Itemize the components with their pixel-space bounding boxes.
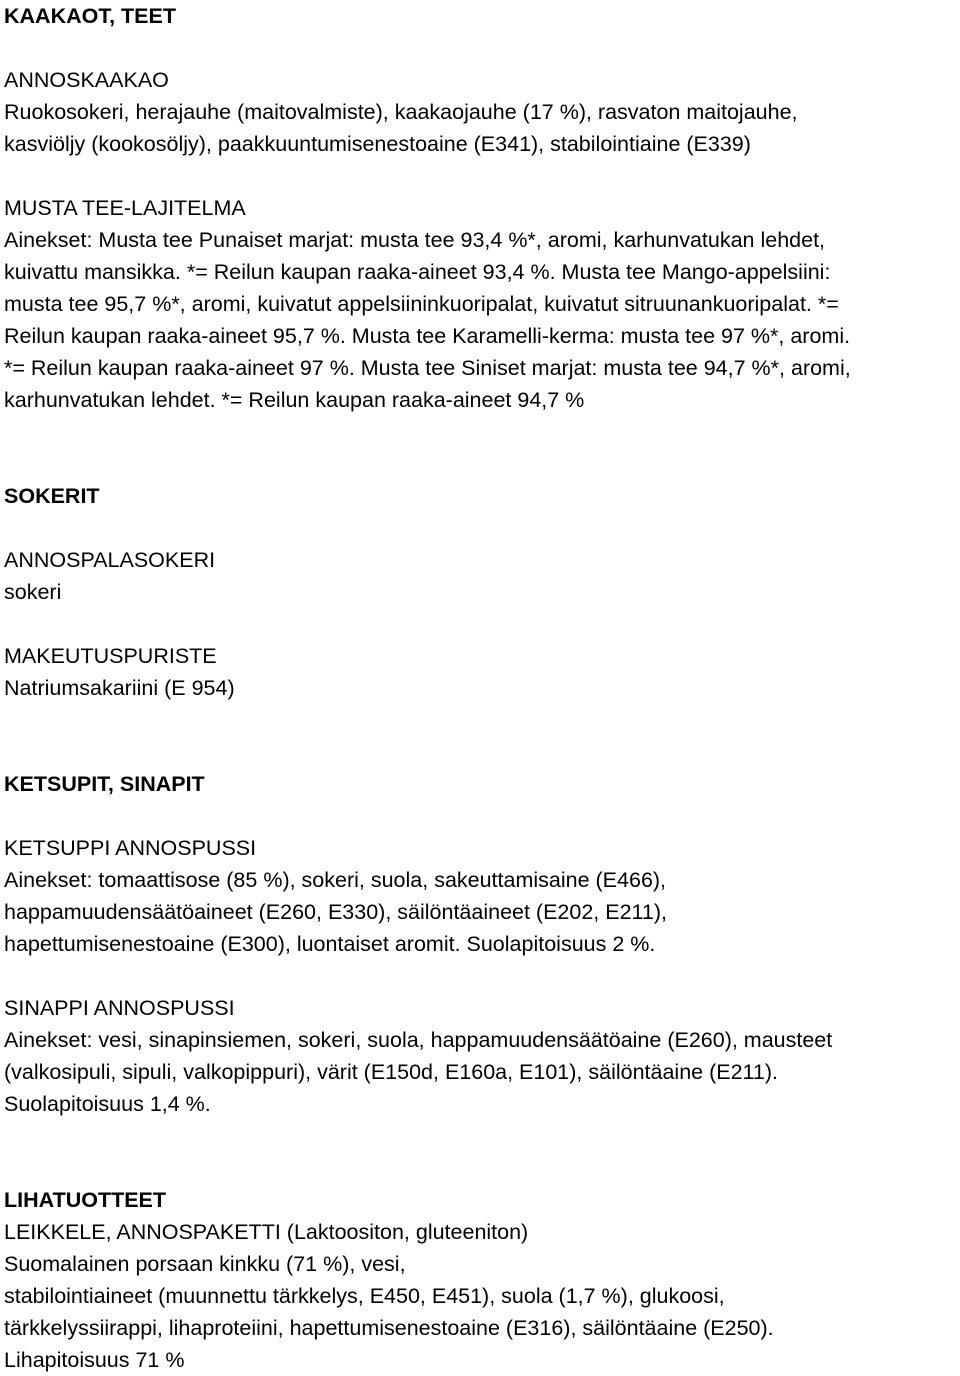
product-ketsuppi-annospussi <box>4 832 959 960</box>
section-kaakaot-teet <box>4 0 959 416</box>
product-text-line: happamuudensäätöaineet (E260, E330), säilöntäaineet (E202, E211), <box>4 900 667 924</box>
product-text-line: Ruokosokeri, herajauhe (maitovalmiste), kaakaojauhe (17 %), rasvaton maitojauhe, <box>4 100 798 124</box>
section-title: KETSUPIT, SINAPIT <box>4 772 205 796</box>
product-annoskaakao <box>4 64 959 160</box>
product-text-line: (valkosipuli, sipuli, valkopippuri), värit (E150d, E160a, E101), säilöntäaine (E211). <box>4 1060 779 1084</box>
product-makeutuspuriste <box>4 640 959 704</box>
product-text-line: Suolapitoisuus 1,4 %. <box>4 1092 211 1116</box>
product-musta-tee-lajitelma <box>4 192 959 416</box>
product-text-line: Suomalainen porsaan kinkku (71 %), vesi, <box>4 1252 406 1276</box>
product-text-line: kasviöljy (kookosöljy), paakkuuntumisenestoaine (E341), stabilointiaine (E339) <box>4 132 751 156</box>
product-annospalasokeri <box>4 544 959 608</box>
product-text-line: Ainekset: vesi, sinapinsiemen, sokeri, suola, happamuudensäätöaine (E260), mausteet <box>4 1028 833 1052</box>
product-text-line: stabilointiaineet (muunnettu tärkkelys, E450, E451), suola (1,7 %), glukoosi, <box>4 1284 725 1308</box>
document-page <box>4 0 959 1376</box>
product-text-line: *= Reilun kaupan raaka-aineet 97 %. Musta tee Siniset marjat: musta tee 94,7 %*, aromi, <box>4 356 851 380</box>
product-text-line: kuivattu mansikka. *= Reilun kaupan raaka-aineet 93,4 %. Musta tee Mango-appelsiini: <box>4 260 831 284</box>
product-text-line: tärkkelyssiirappi, lihaproteiini, hapettumisenestoaine (E316), säilöntäaine (E250). <box>4 1316 774 1340</box>
section-lihatuotteet <box>4 1184 959 1376</box>
section-ketsupit-sinapit <box>4 768 959 1120</box>
product-sinappi-annospussi <box>4 992 959 1120</box>
product-text-line: sokeri <box>4 580 62 604</box>
section-title: LIHATUOTTEET <box>4 1188 167 1212</box>
section-title: KAAKAOT, TEET <box>4 4 176 28</box>
product-text-line: Lihapitoisuus 71 % <box>4 1348 185 1372</box>
product-name: MUSTA TEE-LAJITELMA <box>4 196 246 220</box>
product-text-line: Natriumsakariini (E 954) <box>4 676 235 700</box>
product-name: ANNOSPALASOKERI <box>4 548 216 572</box>
product-text-line: karhunvatukan lehdet. *= Reilun kaupan raaka-aineet 94,7 % <box>4 388 585 412</box>
product-name: MAKEUTUSPURISTE <box>4 644 217 668</box>
product-name: SINAPPI ANNOSPUSSI <box>4 996 235 1020</box>
product-text-line: Reilun kaupan raaka-aineet 95,7 %. Musta tee Karamelli-kerma: musta tee 97 %*, aromi. <box>4 324 851 348</box>
section-title: SOKERIT <box>4 484 100 508</box>
product-text-line: Ainekset: tomaattisose (85 %), sokeri, suola, sakeuttamisaine (E466), <box>4 868 667 892</box>
product-text-line: Ainekset: Musta tee Punaiset marjat: musta tee 93,4 %*, aromi, karhunvatukan lehdet, <box>4 228 826 252</box>
product-name: ANNOSKAAKAO <box>4 68 169 92</box>
product-text-line: hapettumisenestoaine (E300), luontaiset aromit. Suolapitoisuus 2 %. <box>4 932 656 956</box>
product-leikkele-annospaketti <box>4 1216 959 1376</box>
product-name: KETSUPPI ANNOSPUSSI <box>4 836 257 860</box>
product-name: LEIKKELE, ANNOSPAKETTI (Laktoositon, gluteeniton) <box>4 1220 529 1244</box>
product-text-line: musta tee 95,7 %*, aromi, kuivatut appelsiininkuoripalat, kuivatut sitruunankuoripalat. *= <box>4 292 839 316</box>
section-sokerit <box>4 480 959 704</box>
